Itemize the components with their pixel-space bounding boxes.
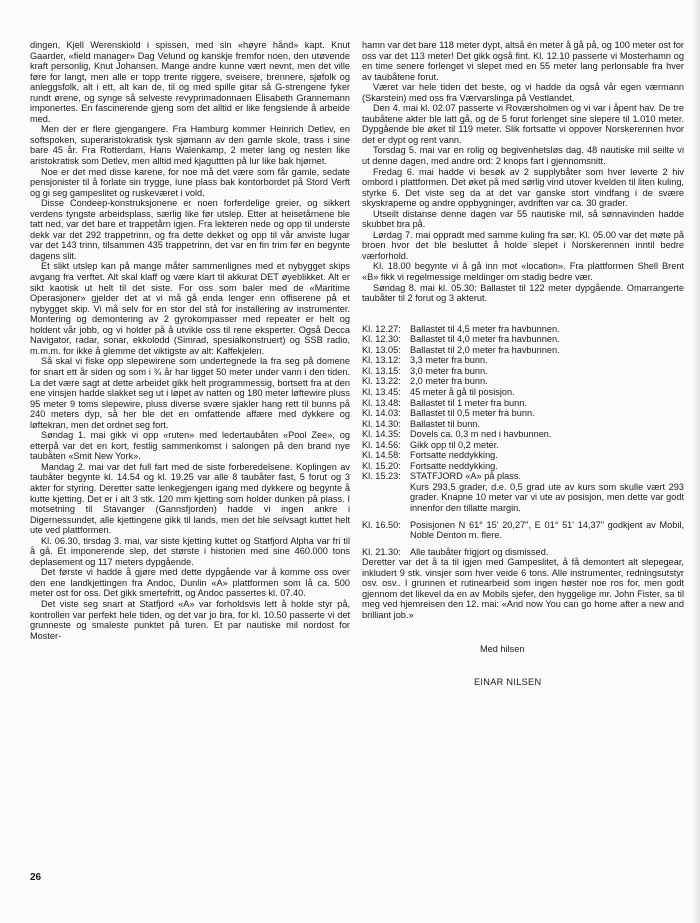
log-entry	[362, 429, 684, 440]
page-number: 26	[30, 872, 42, 883]
paragraph: Det første vi hadde å gjøre med dette dypgående var å komme oss over den ene landkjettingen fra Andoc, Dunlin «A» plattformen som lå ca. 500 meter ost for oss. Det gikk smertefritt, og Andoc passertes kl. 07.40.	[30, 567, 350, 599]
log-time: Kl. 14.56:	[362, 439, 401, 450]
log-time: Kl. 13.15:	[362, 365, 401, 376]
log-entry	[362, 547, 684, 558]
paragraph: hamn var det bare 118 meter dypt, altså én meter å gå på, og 100 meter ost for oss var det 113 meter! Det gikk også fint. Kl. 12.10 passerte vi Mosterhamn og en time senere forlenget vi slepet med en 55 meter lang perlonsable fra hver av taubåtene forut.	[362, 40, 684, 82]
log-text: Fortsatte neddykking.	[410, 460, 498, 471]
paragraph: Disse Condeep-konstruksjonene er noen forferdelige greier, og sikkert verdens tyngste arbeidsplass, særlig like før utslep. Etter at heisetårnene ble tatt ned, var det bare et trappetårn igjen. Fra lekteren nede og opp til underste dekk var det 292 trappetrinn, og fra dette dekket og opp til vår anviste lugar var det 143 trinn, tilsammen 435 trappetrinn, det var en fin trim før en begynte dagens slit.	[30, 198, 350, 261]
log-time: Kl. 15.20:	[362, 460, 401, 471]
log-entry	[362, 440, 684, 451]
log-text: Dovels ca. 0,3 m ned i havbunnen.	[410, 429, 552, 440]
ballast-log	[362, 324, 684, 557]
paragraph: dingen, Kjell Werenskiold i spissen, med sin «høyre hånd» kapt. Knut Gaarder, «field manager» Dag Velund og kanskje fremfor noen, den utøvende kraft personlig, Knut Johansen. Mange andre kunne vært nevnt, men det ville føre for langt, men alle er topp trente riggere, sveisere, brennere, sjøfolk og anleggsfolk, alt i ett, alt kan de, til og med spille gitar så G-strengene fyker rundt ørene, og synge så selveste revyprimadonnaen Elisabeth Grannemann imponertes. En fascinerende gjeng som det alltid er like fengslende å arbeide med.	[30, 40, 350, 124]
log-time: Kl. 16.50:	[362, 519, 401, 530]
log-note: Kurs 293,5 grader, d.e. 0,5 grad ute av kurs som skulle vært 293 grader. Knapne 10 meter var vi ute av posisjon, men dette var godt innenfor den tillatte margin.	[410, 481, 684, 513]
log-text: Alle taubåter frigjort og dismissed.	[410, 546, 549, 557]
log-text: Ballastet til 1 meter fra bunn.	[410, 397, 527, 408]
paragraph: Noe er det med disse karene, for noe må det være som får gamle, sedate pensjonister til å forlate sin trygge, lune plass bak kontorbordet på Stord Verft og gi seg gampeslitet og ruskeværet i vold.	[30, 166, 350, 198]
log-text: 2,0 meter fra bunn.	[410, 376, 488, 387]
log-time: Kl. 15.23:	[362, 471, 401, 482]
log-text: 45 meter å gå til posisjon.	[410, 386, 515, 397]
paragraph: Et slikt utslep kan på mange måter sammenlignes med et nybygget skips avgang fra verftet. Alt skal klaff og være klart til akkurat DET øyeblikket. Alt er sikt kaotisk ut helt til det siste. For oss som baler med de «Maritime Operasjoner» gjelder det at vi må gå enda lenger enn offiserene på et nybygget skip. Vi må selv for en stor del stå for installering av instrumenter. Montering og demontering av 2 gyrokompasser med repeater er helt og holdent vår jobb, og vi holder på å utvikle oss til rene eksperter. Også Decca Navigator, radar, sonar, ekkolodd (Simrad, spesialkonstruert) og SSB radio, m.m.m. for ikke å glemme det viktigste av alt: Kaffekjelen.	[30, 261, 350, 356]
log-entry	[362, 355, 684, 366]
log-text: Fortsatte neddykking.	[410, 450, 498, 461]
log-entry	[362, 387, 684, 398]
log-entry	[362, 366, 684, 377]
left-column	[30, 40, 350, 641]
log-entry	[362, 334, 684, 345]
paragraph: Det viste seg snart at Statfjord «A» var forholdsvis lett å holde styr på, kontrollen var perfekt hele tiden, og det var jo bra, for kl. 10.50 passerte vi det grunneste og smaleste punktet på turen. Et par nautiske mil nordost for Moster-	[30, 598, 350, 641]
paragraph: Kl. 18.00 begynte vi å gå inn mot «location». Fra plattformen Shell Brent «B» fikk vi regelmessige meldinger om stadig bedre vær.	[362, 261, 684, 283]
paragraph: Søndag 1. mai gikk vi opp «ruten» med ledertaubåten «Pool Zee», og etterpå var det en kort, festlig sammenkomst i salongen på den brand nye taubåten «Smit New York».	[30, 430, 350, 462]
log-time: Kl. 14.35:	[362, 429, 401, 440]
paragraph: Torsdag 5. mai var en rolig og begivenhetsløs dag. 48 nautiske mil seilte vi ut denne dagen, med andre ord: 2 knops fart i gjennomsnitt.	[362, 145, 684, 167]
log-entry	[362, 408, 684, 419]
signoff: Med hilsen	[480, 644, 525, 655]
paragraph: Så skal vi fiske opp slepewirene som undertegnede la fra seg på domene for snart ett år siden og som i ¾ år har ligget 50 meter under vann i den tiden. La det være sagt at dette arbeidet gikk helt programmessig, bortsett fra at den ene vinsjen hadde slakket seg ut i løpet av natten og 180 meter løftewire pluss 95 meter 9 toms slepewire, pluss diverse svære sjakler hang rett til bunns på 240 meters dyp, så her ble det en omfattende affære med dykkere og løftekran, men det ordnet seg fort.	[30, 356, 350, 430]
log-text: Ballastet til 4,0 meter fra havbunnen.	[410, 334, 560, 345]
log-time: Kl. 21.30:	[362, 546, 401, 557]
log-time: Kl. 13.12:	[362, 355, 401, 366]
paragraph: Lørdag 7. mai oppradt med samme kuling fra sør. Kl. 05.00 var det møte på broen hvor det ble besluttet å holde slepet i Norskerennen inntil bedre værforhold.	[362, 229, 684, 261]
paragraph: Fredag 6. mai hadde vi besøk av 2 supplybåter som hver leverte 2 hiv ombord i plattformen. Det øket på med sørlig vind utover kvelden til liten kuling, styrke 6. Det viste seg da at det var ganske stort vindfang i de svære skyskraperne og andre oppbygninger, avdriften var ca. 30 grader.	[362, 166, 684, 209]
log-entry	[362, 450, 684, 461]
log-entry	[362, 376, 684, 387]
log-text: STATFJORD «A» på plass.	[410, 471, 521, 482]
log-time: Kl. 14.03:	[362, 408, 401, 419]
log-time: Kl. 13.22:	[362, 376, 401, 387]
log-text: Ballastet til 2,0 meter fra havbunnen.	[410, 344, 560, 355]
log-text: Ballastet til 0,5 meter fra bunn.	[410, 408, 535, 419]
paragraph: Søndag 8. mai kl. 05.30: Ballastet til 122 meter dypgående. Omarrangerte taubåter til 2 forut og 3 akterut.	[362, 282, 684, 304]
log-entry	[362, 398, 684, 409]
log-text: Posisjonen N 61° 15' 20,27", E 01° 51' 14,37" godkjent av Mobil, Noble Denton m. flere.	[410, 519, 684, 541]
paragraph: Mandag 2. mai var det full fart med de siste forberedelsene. Koplingen av taubåter begynte kl. 14.54 og kl. 19.25 var alle 8 taubåter fast, 5 forut og 3 akter for styring. Deretter satte lenkegjengen igang med dykkere og begynte å kutte kjetting. Det er i alt 3 stk. 120 mm kjetting som holder dunken på plass. I motsetning til Stavanger (Gannsfjorden) hadde vi ingen ankre i Digernessundet, alle kjettingene gikk til lands, men det ble selvsagt kuttet helt ute ved plattformen.	[30, 461, 350, 536]
paragraph: Men der er flere gjengangere. Fra Hamburg kommer Heinrich Detlev, en softspoken, superaristokratisk tysk sjømann av den gamle skole, trass i sine bare 45 år. Fra Rotterdam, Hans Walenkamp, 2 meter lang og nesten like aristokratisk som Detlev, men alltid med kjaguttten på lur like bak hjørnet.	[30, 124, 350, 167]
paragraph: Utseilt distanse denne dagen var 55 nautiske mil, så sønnavinden hadde skubbet bra på.	[362, 208, 684, 230]
log-time: Kl. 13.45:	[362, 386, 401, 397]
log-entry	[362, 520, 684, 541]
paragraph: Den 4. mai kl. 02.07 passerte vi Roværsholmen og vi var i åpent hav. De tre taubåtene akter ble latt gå, og de 5 forut forlenget sine slepere til 1.010 meter. Dypgående ble øket til 119 meter. Slik fortsatte vi oppover Norskerennen hvor det er dypt og rent vann.	[362, 103, 684, 145]
log-text: 3,3 meter fra bunn.	[410, 355, 488, 366]
page-edge-shadow	[692, 0, 700, 923]
log-text: 3,0 meter fra bunn.	[410, 365, 488, 376]
log-text: Ballastet til 4,5 meter fra havbunnen.	[410, 323, 560, 334]
log-entry	[362, 461, 684, 472]
log-time: Kl. 14.30:	[362, 418, 401, 429]
closing-paragraph: Deretter var det å ta til igjen med Gampeslitet, å få demontert alt slepegear, inkludert 9 stk. vinsjer som hver veide 6 tons. Alle instrumenter, redningsutstyr osv. osv.. I grunnen et rutinearbeid som ingen høster noe ros for, men godt gjennom det likevel da en av Mobils sjefer, den hyggelige mr. John Fister, sa til meg ved hjemreisen den 12. mai: «And now You can go home after a new and brilliant job.»	[362, 557, 684, 620]
log-time: Kl. 13.05:	[362, 344, 401, 355]
paragraph: Været var hele tiden det beste, og vi hadde da også vår egen værmann (Skarstein) med oss fra Værvarslinga på Vestlandet.	[362, 82, 684, 103]
log-text: Ballastet til bunn.	[410, 418, 480, 429]
log-entry	[362, 324, 684, 335]
signature: EINAR NILSEN	[474, 676, 542, 687]
log-entry	[362, 419, 684, 430]
log-time: Kl. 14.58:	[362, 450, 401, 461]
right-column	[362, 40, 684, 688]
log-time: Kl. 12.27:	[362, 323, 401, 334]
log-entry	[362, 471, 684, 482]
paragraph: Kl. 06.30, tirsdag 3. mai, var siste kjetting kuttet og Statfjord Alpha var fri til å gå. Et imponerende slep, det største i historien med sine 460.000 tons deplasement og 117 meters dypgående.	[30, 535, 350, 567]
log-text: Gikk opp til 0,2 meter.	[410, 439, 499, 450]
log-time: Kl. 13.48:	[362, 397, 401, 408]
log-entry	[362, 345, 684, 356]
log-time: Kl. 12.30:	[362, 334, 401, 345]
